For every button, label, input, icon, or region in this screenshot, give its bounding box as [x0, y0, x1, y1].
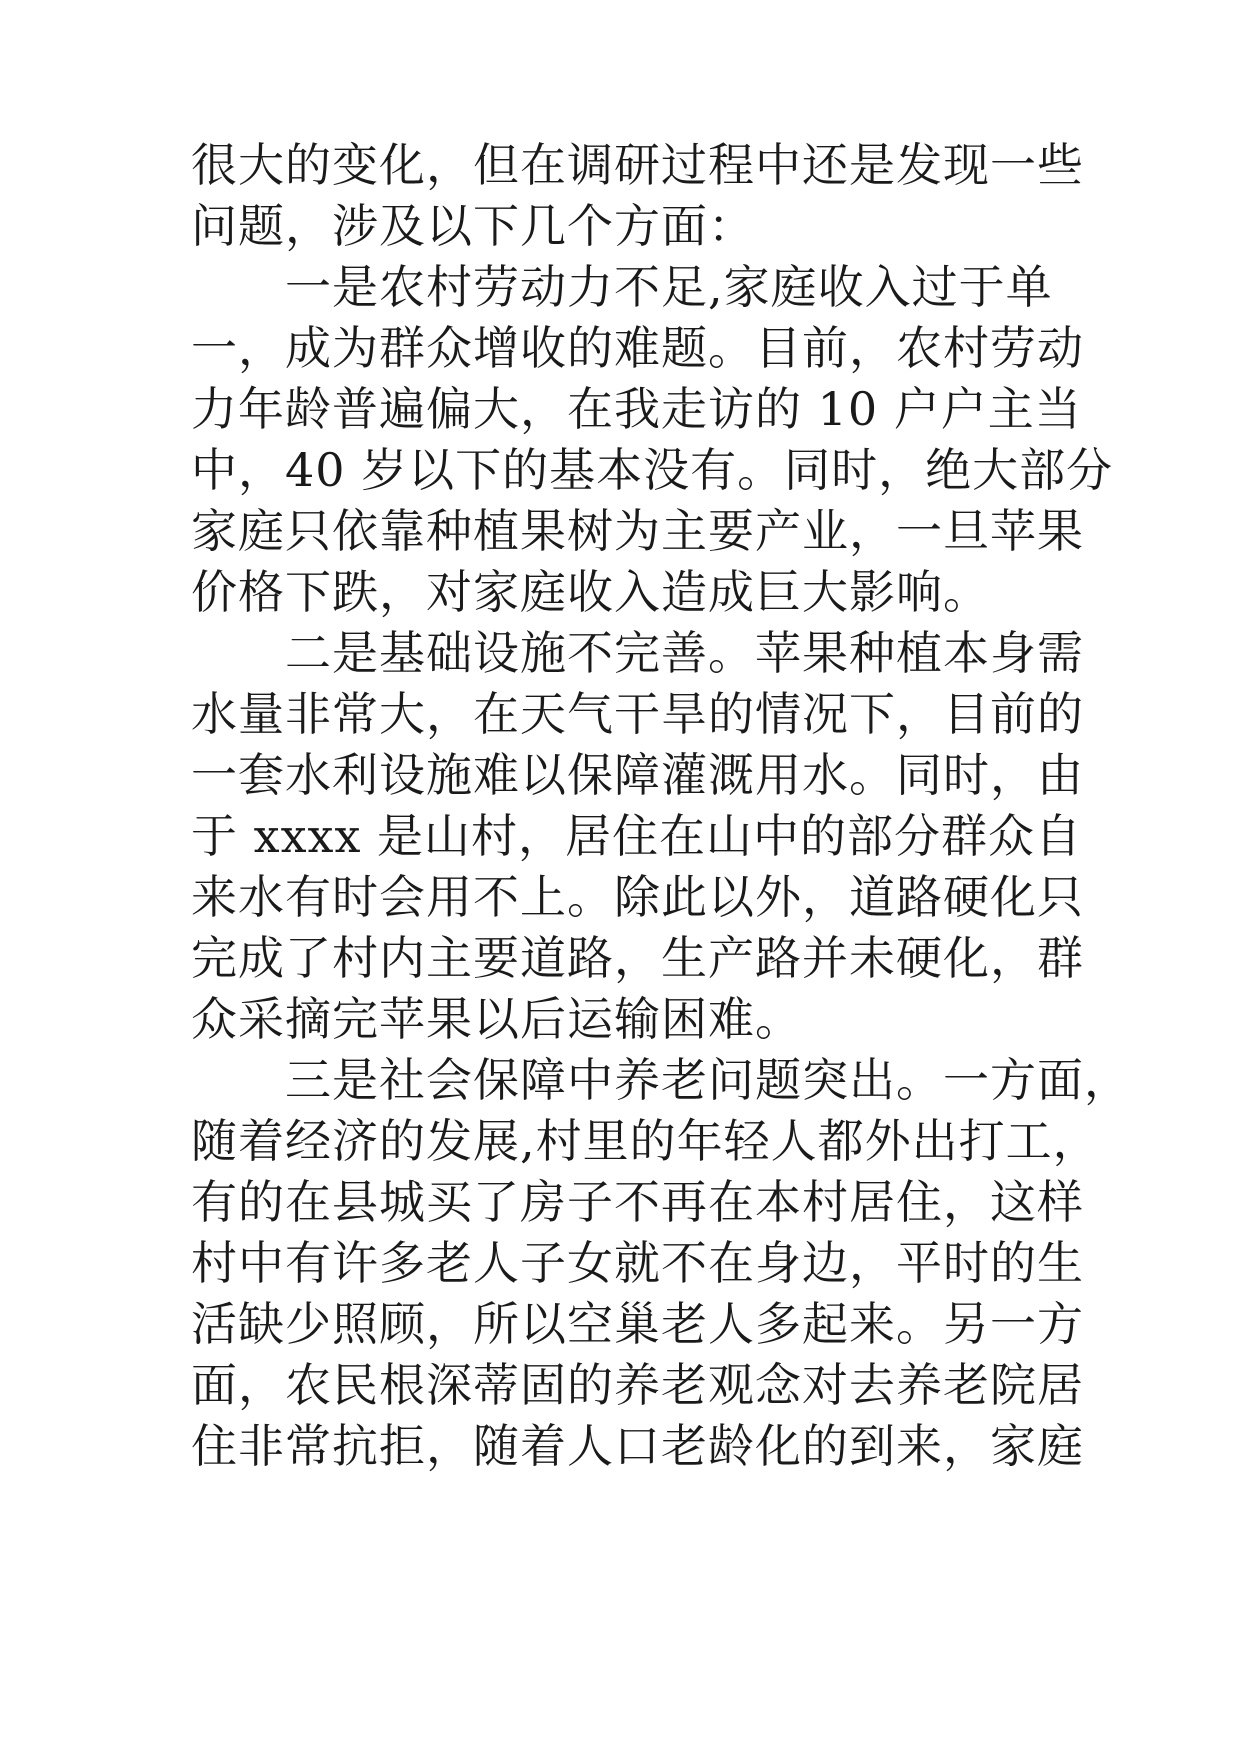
text-line: 有的在县城买了房子不再在本村居住，这样	[191, 1175, 1084, 1229]
text-line: 一是农村劳动力不足,家庭收入过于单	[191, 260, 1053, 314]
text-line: 中，40 岁以下的基本没有。同时，绝大部分	[191, 443, 1114, 497]
text-line: 众采摘完苹果以后运输困难。	[191, 992, 802, 1046]
text-line: 一，成为群众增收的难题。目前，农村劳动	[191, 321, 1084, 375]
text-line: 很大的变化，但在调研过程中还是发现一些	[191, 138, 1084, 192]
text-line: 活缺少照顾，所以空巢老人多起来。另一方	[191, 1297, 1084, 1351]
text-line: 一套水利设施难以保障灌溉用水。同时，由	[191, 748, 1084, 802]
text-line: 完成了村内主要道路，生产路并未硬化，群	[191, 931, 1084, 985]
text-line: 住非常抗拒，随着人口老龄化的到来，家庭	[191, 1419, 1084, 1473]
text-line: 面，农民根深蒂固的养老观念对去养老院居	[191, 1358, 1084, 1412]
text-line: 村中有许多老人子女就不在身边，平时的生	[191, 1236, 1084, 1290]
text-line: 问题，涉及以下几个方面：	[191, 199, 755, 253]
text-line: 家庭只依靠种植果树为主要产业，一旦苹果	[191, 504, 1084, 558]
text-line: 三是社会保障中养老问题突出。一方面，	[191, 1053, 1131, 1107]
text-line: 二是基础设施不完善。苹果种植本身需	[191, 626, 1084, 680]
text-line: 随着经济的发展,村里的年轻人都外出打工，	[191, 1114, 1100, 1168]
text-line: 水量非常大，在天气干旱的情况下，目前的	[191, 687, 1084, 741]
text-line: 于 xxxx 是山村，居住在山中的部分群众自	[191, 809, 1083, 863]
text-line: 力年龄普遍偏大，在我走访的 10 户户主当	[191, 382, 1082, 436]
text-line: 价格下跌，对家庭收入造成巨大影响。	[191, 565, 990, 619]
text-line: 来水有时会用不上。除此以外，道路硬化只	[191, 870, 1084, 924]
